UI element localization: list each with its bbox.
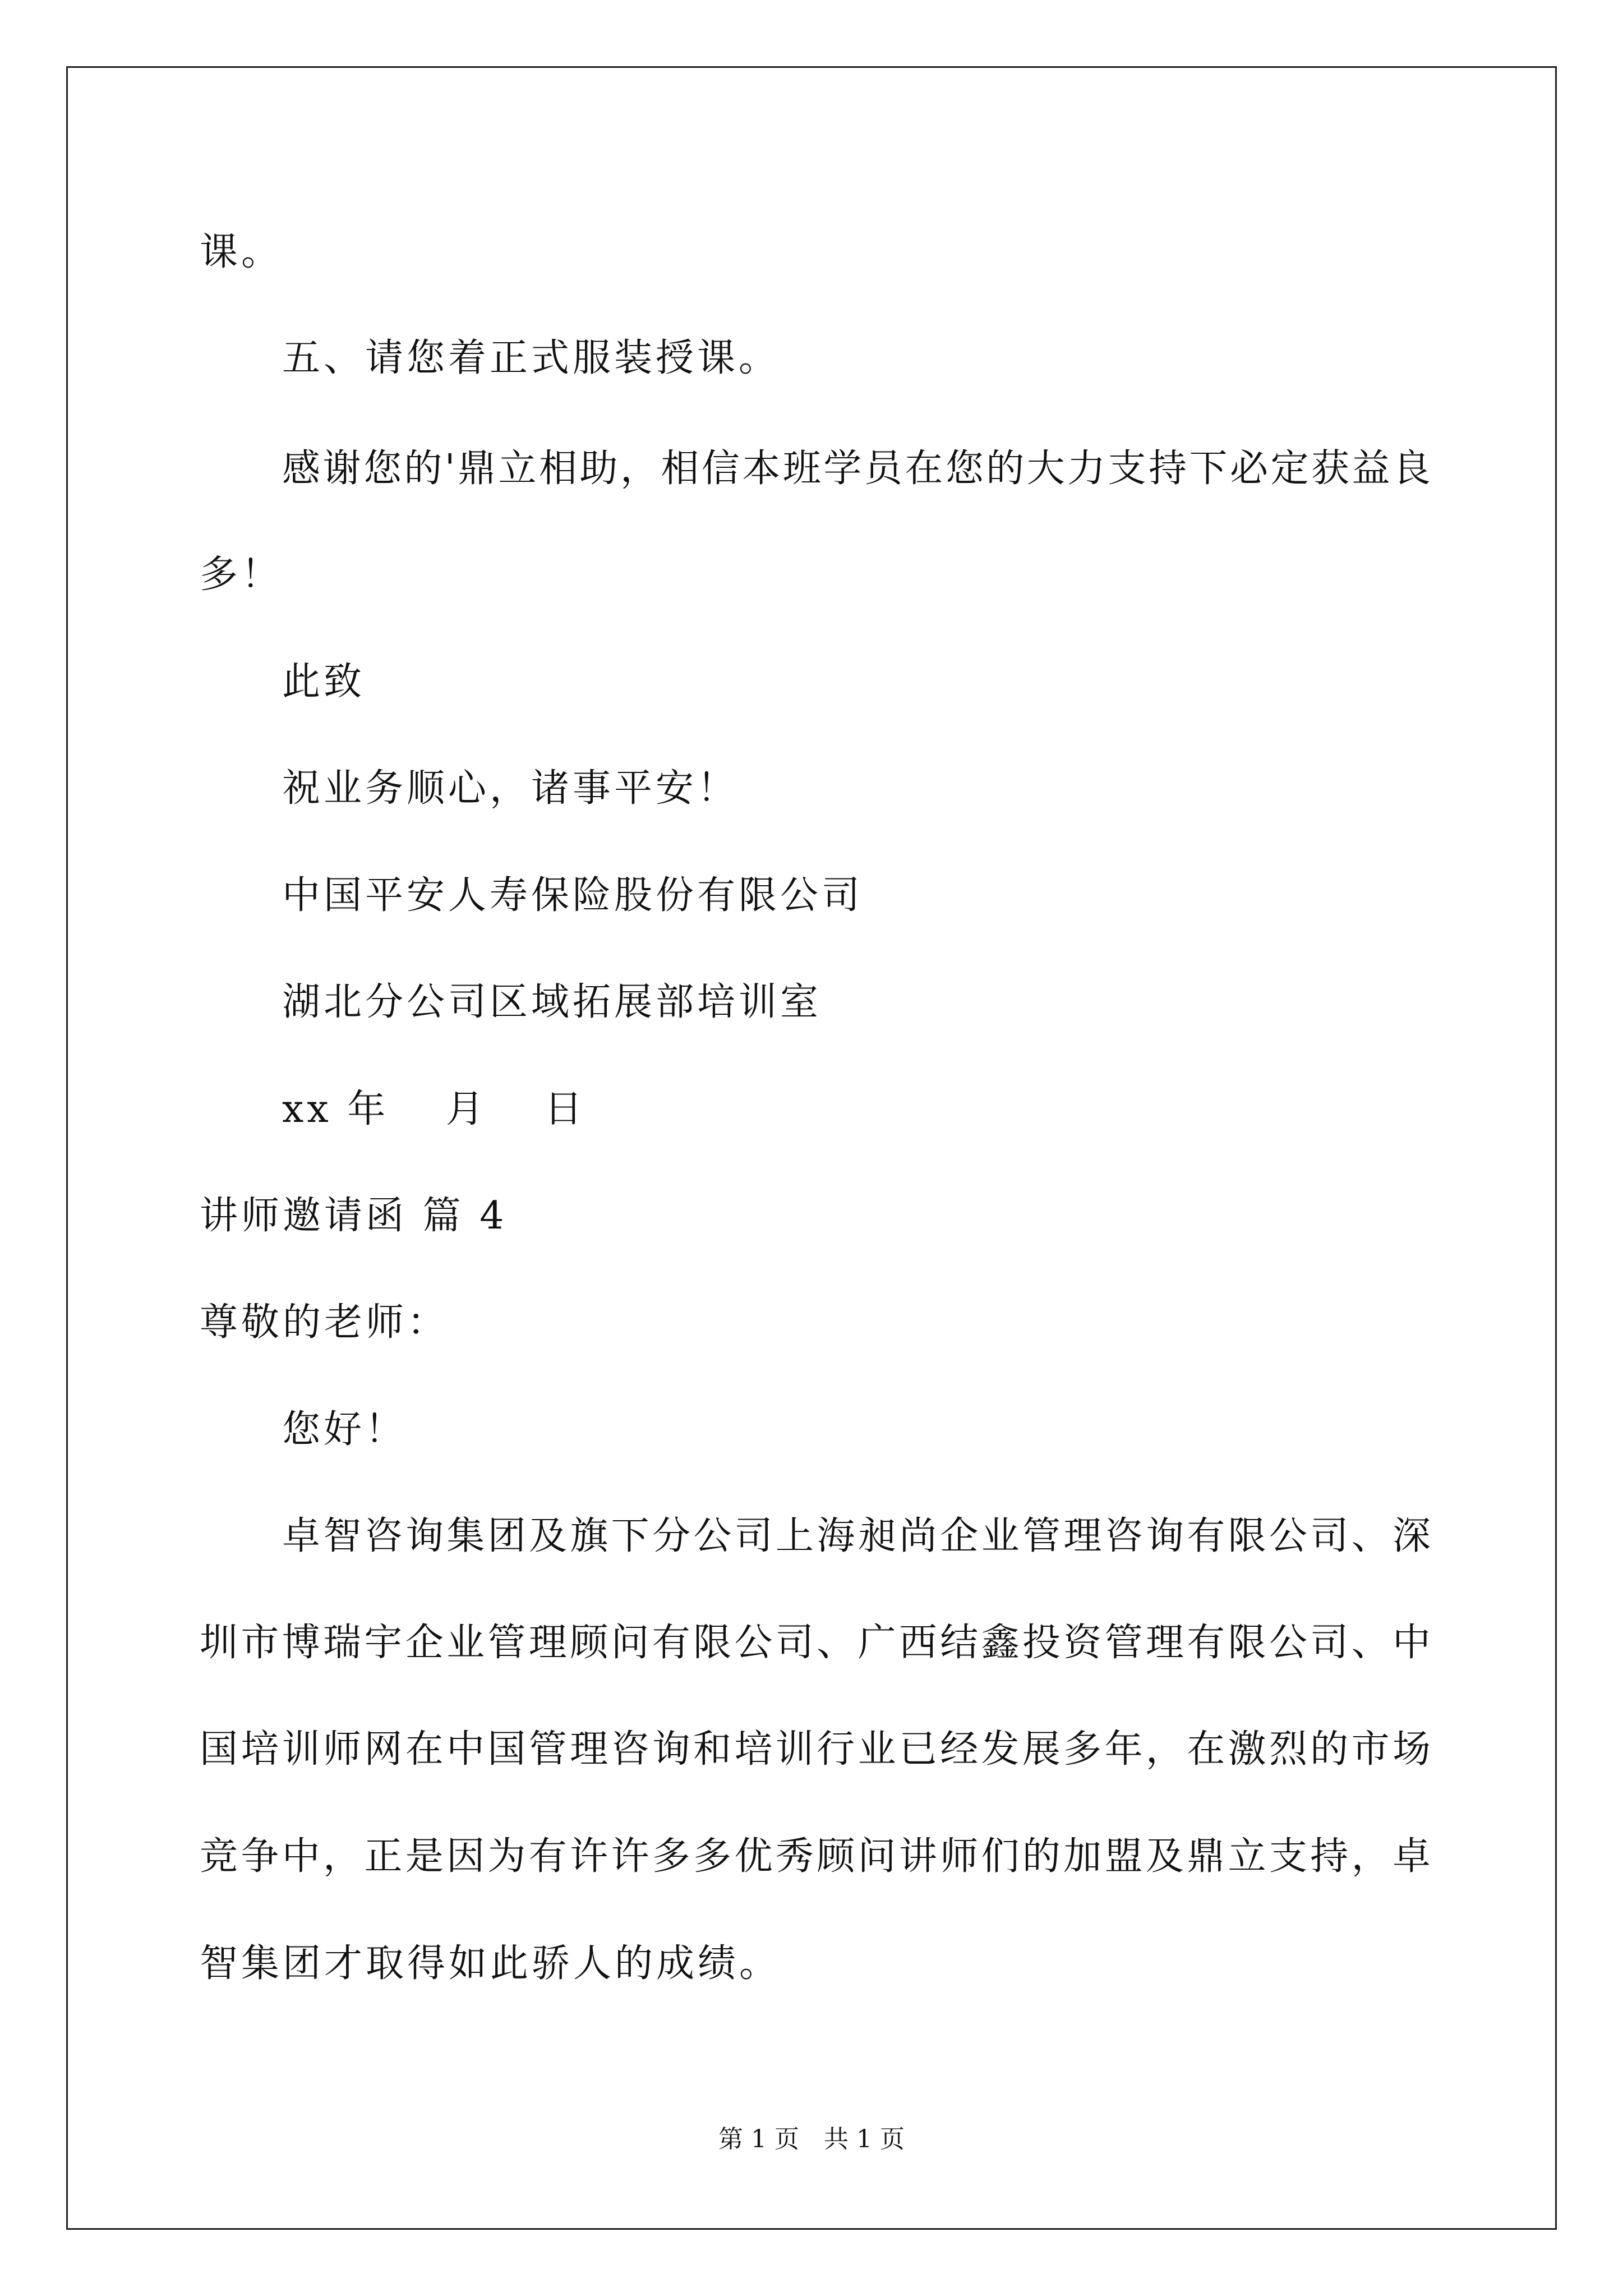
thanks-line-1: 感谢您的'鼎立相助，相信本班学员在您的大力支持下必定获益良 [282, 447, 1431, 491]
page-number-footer: 第 1 页 共 1 页 [718, 2125, 905, 2154]
page-border [66, 66, 1557, 2230]
body-line-3: 国培训师网在中国管理咨询和培训行业已经发展多年，在激烈的市场 [200, 1727, 1431, 1772]
closing-cizhi: 此致 [282, 660, 366, 704]
signature-date: xx 年 月 日 [282, 1087, 586, 1131]
signature-company: 中国平安人寿保险股份有限公司 [282, 873, 864, 918]
signature-department: 湖北分公司区域拓展部培训室 [282, 980, 822, 1024]
thanks-line-2: 多！ [200, 553, 283, 597]
paragraph-continuation-line: 课。 [200, 230, 283, 274]
body-line-1: 卓智咨询集团及旗下分公司上海昶尚企业管理咨询有限公司、深 [282, 1514, 1431, 1558]
closing-wishes: 祝业务顺心，诸事平安！ [282, 766, 739, 811]
item-five-line: 五、请您着正式服装授课。 [282, 336, 781, 380]
section-heading: 讲师邀请函 篇 4 [200, 1194, 508, 1238]
body-line-2: 圳市博瑞宇企业管理顾问有限公司、广西结鑫投资管理有限公司、中 [200, 1621, 1431, 1665]
body-line-4: 竞争中，正是因为有许许多多优秀顾问讲师们的加盟及鼎立支持，卓 [200, 1834, 1431, 1879]
body-line-5: 智集团才取得如此骄人的成绩。 [200, 1941, 781, 1986]
greeting: 您好！ [282, 1407, 407, 1452]
salutation: 尊敬的老师： [200, 1300, 449, 1345]
